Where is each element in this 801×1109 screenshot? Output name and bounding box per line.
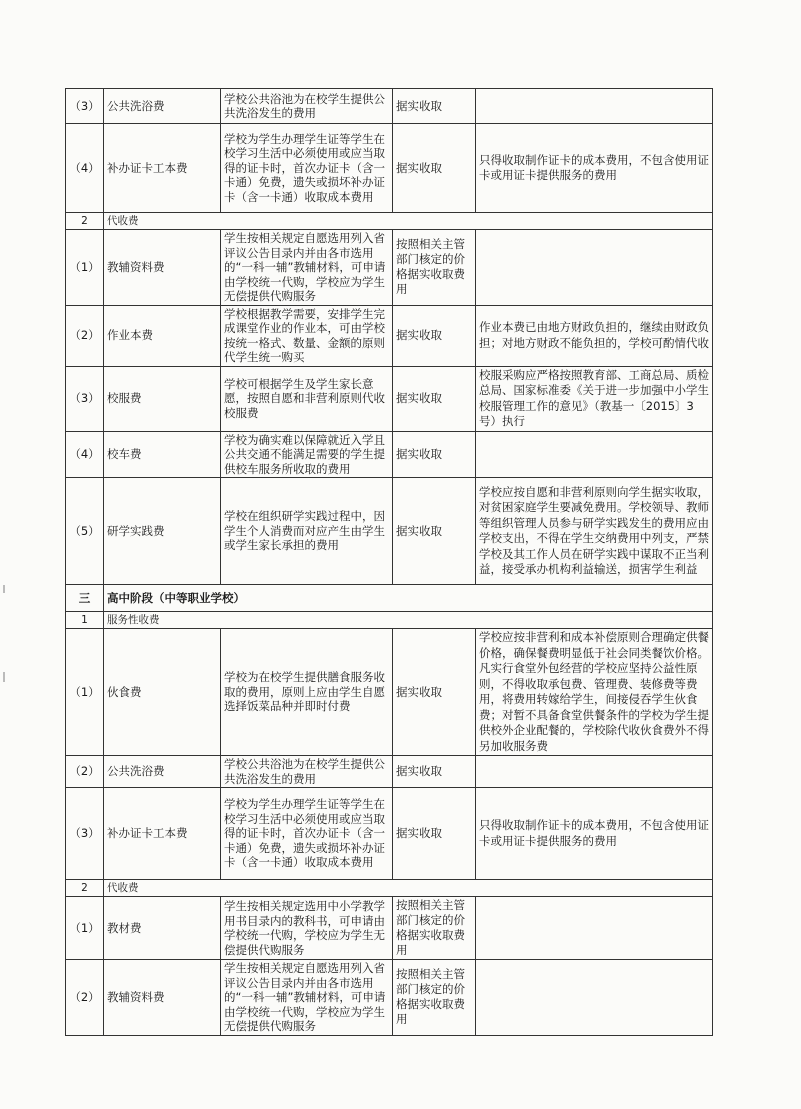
fee-name: 校车费	[104, 431, 221, 478]
fee-note	[476, 230, 713, 306]
row-index: （2）	[66, 960, 104, 1036]
fee-note: 只得收取制作证卡的成本费用，不包含使用证卡或用证卡提供服务的费用	[476, 788, 713, 880]
table-row	[66, 788, 713, 880]
fee-note: 只得收取制作证卡的成本费用，不包含使用证卡或用证卡提供服务的费用	[476, 124, 713, 213]
fee-description: 学校在组织研学实践过程中，因学生个人消费而对应产生由学生或学生家长承担的费用	[221, 478, 393, 585]
fee-note	[476, 897, 713, 960]
subsection-title: 代收费	[104, 880, 713, 897]
charging-method: 据实收取	[393, 788, 476, 880]
fee-note: 学校应按非营利和成本补偿原则合理确定供餐价格，确保餐费明显低于社会同类餐饮价格。凡实行食堂外包经营的学校应坚持公益性原则，不得收取承包费、管理费、装修费等费用，将费用转嫁给学生，间接侵吞学生伙食费；对暂不具备食堂供餐条件的学校为学生提供校外企业配餐的，学校除代收伙食费外不得另加收服务费	[476, 629, 713, 756]
charging-method: 按照相关主管部门核定的价格据实收取费用	[393, 960, 476, 1036]
fee-note: 校服采购应严格按照教育部、工商总局、质检总局、国家标准委《关于进一步加强中小学生校服管理工作的意见》（教基一〔2015〕3号）执行	[476, 366, 713, 431]
row-index: （3）	[66, 89, 104, 124]
charging-method: 据实收取	[393, 431, 476, 478]
fee-description: 学生按相关规定自愿选用列入省评议公告目录内并由各市选用的“一科一辅”教辅材料，可申请由学校统一代购，学校应为学生无偿提供代购服务	[221, 960, 393, 1036]
table-row	[66, 960, 713, 1036]
subsection-index: 2	[66, 213, 104, 230]
subsection-title: 代收费	[104, 213, 713, 230]
table-row	[66, 756, 713, 788]
section-title: 高中阶段（中等职业学校）	[104, 585, 713, 612]
fee-note	[476, 756, 713, 788]
subsection-index: 1	[66, 612, 104, 629]
fee-name: 公共洗浴费	[104, 756, 221, 788]
subsection-row	[66, 213, 713, 230]
row-index: （2）	[66, 305, 104, 366]
row-index: （4）	[66, 124, 104, 213]
section-index: 三	[66, 585, 104, 612]
charging-method: 据实收取	[393, 629, 476, 756]
table-row	[66, 89, 713, 124]
subsection-row	[66, 880, 713, 897]
fee-note	[476, 89, 713, 124]
scan-edge-mark	[3, 585, 5, 593]
charging-method: 据实收取	[393, 124, 476, 213]
fee-name: 补办证卡工本费	[104, 124, 221, 213]
fee-description: 学校根据教学需要，安排学生完成课堂作业的作业本，可由学校按统一格式、数量、金额的原则代学生统一购买	[221, 305, 393, 366]
row-index: （2）	[66, 756, 104, 788]
table-row	[66, 478, 713, 585]
fee-note: 学校应按自愿和非营利原则向学生据实收取，对贫困家庭学生要减免费用。学校领导、教师等组织管理人员参与研学实践发生的费用应由学校支出，不得在学生交纳费用中列支，严禁学校及其工作人员在研学实践中谋取不正当利益，接受承办机构利益输送，损害学生利益	[476, 478, 713, 585]
row-index: （1）	[66, 629, 104, 756]
subsection-index: 2	[66, 880, 104, 897]
charging-method: 按照相关主管部门核定的价格据实收取费用	[393, 897, 476, 960]
fee-name: 教辅资料费	[104, 960, 221, 1036]
fee-note	[476, 960, 713, 1036]
fee-description: 学校公共浴池为在校学生提供公共洗浴发生的费用	[221, 756, 393, 788]
fee-description: 学校为确实难以保障就近入学且公共交通不能满足需要的学生提供校车服务所收取的费用	[221, 431, 393, 478]
charging-method: 按照相关主管部门核定的价格据实收取费用	[393, 230, 476, 306]
fee-description: 学校可根据学生及学生家长意愿，按照自愿和非营利原则代收校服费	[221, 366, 393, 431]
charging-method: 据实收取	[393, 305, 476, 366]
table-row	[66, 431, 713, 478]
fee-description: 学生按相关规定自愿选用列入省评议公告目录内并由各市选用的“一科一辅”教辅材料，可申请由学校统一代购，学校应为学生无偿提供代购服务	[221, 230, 393, 306]
fee-name: 公共洗浴费	[104, 89, 221, 124]
fee-description: 学生按相关规定选用中小学教学用书目录内的教科书，可申请由学校统一代购，学校应为学生无偿提供代购服务	[221, 897, 393, 960]
row-index: （4）	[66, 431, 104, 478]
fee-note: 作业本费已由地方财政负担的，继续由财政负担；对地方财政不能负担的，学校可酌情代收	[476, 305, 713, 366]
fee-description: 学校公共浴池为在校学生提供公共洗浴发生的费用	[221, 89, 393, 124]
table-row	[66, 897, 713, 960]
subsection-row	[66, 612, 713, 629]
fee-name: 研学实践费	[104, 478, 221, 585]
charging-method: 据实收取	[393, 756, 476, 788]
charging-method: 据实收取	[393, 89, 476, 124]
row-index: （3）	[66, 788, 104, 880]
fee-name: 伙食费	[104, 629, 221, 756]
row-index: （1）	[66, 230, 104, 306]
table-row	[66, 124, 713, 213]
scan-edge-mark	[3, 672, 5, 682]
table-row	[66, 305, 713, 366]
subsection-title: 服务性收费	[104, 612, 713, 629]
row-index: （1）	[66, 897, 104, 960]
fee-name: 教辅资料费	[104, 230, 221, 306]
charging-method: 据实收取	[393, 478, 476, 585]
fee-name: 校服费	[104, 366, 221, 431]
section-row	[66, 585, 713, 612]
fee-name: 教材费	[104, 897, 221, 960]
fee-description: 学校为学生办理学生证等学生在校学习生活中必须使用或应当取得的证卡时，首次办证卡（含一卡通）免费，遗失或损坏补办证卡（含一卡通）收取成本费用	[221, 124, 393, 213]
fee-name: 补办证卡工本费	[104, 788, 221, 880]
fee-name: 作业本费	[104, 305, 221, 366]
row-index: （3）	[66, 366, 104, 431]
table-row	[66, 230, 713, 306]
row-index: （5）	[66, 478, 104, 585]
fee-description: 学校为在校学生提供膳食服务收取的费用，原则上应由学生自愿选择饭菜品种并即时付费	[221, 629, 393, 756]
fee-table	[65, 88, 713, 1036]
fee-note	[476, 431, 713, 478]
table-row	[66, 366, 713, 431]
charging-method: 据实收取	[393, 366, 476, 431]
fee-description: 学校为学生办理学生证等学生在校学习生活中必须使用或应当取得的证卡时，首次办证卡（含一卡通）免费，遗失或损坏补办证卡（含一卡通）收取成本费用	[221, 788, 393, 880]
table-row	[66, 629, 713, 756]
